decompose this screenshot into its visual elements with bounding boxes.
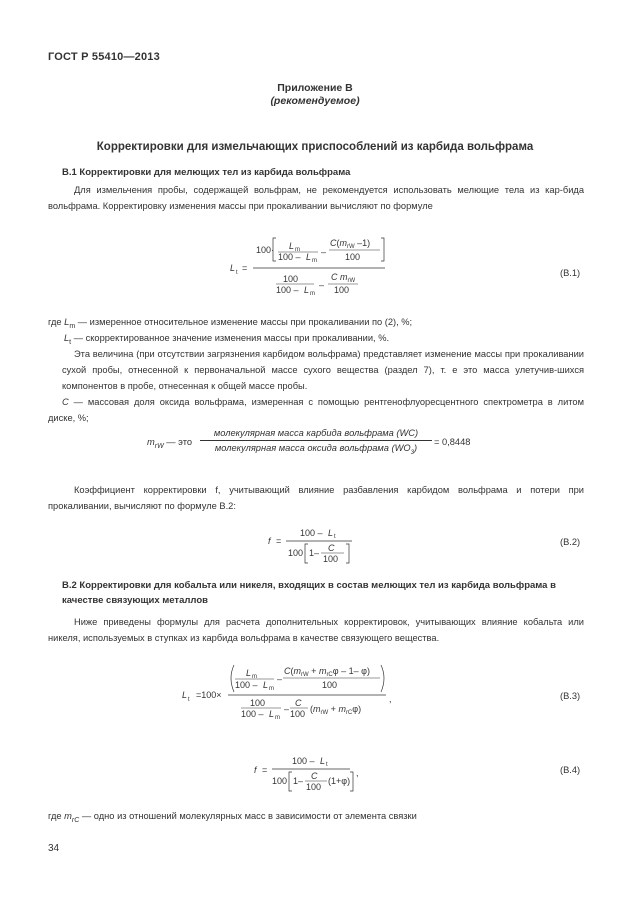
svg-text:(mrW + mrCφ): $(m_{rW} + m_{rC}\varphi)$ bbox=[310, 704, 362, 716]
section-b2-heading: В.2 Корректировки для кобальта или никеля, входящих в состав мелющих тел из карбида вольфрама в качестве связующих металлов bbox=[62, 580, 556, 606]
mrw-fraction bbox=[200, 428, 432, 456]
svg-text:C: C bbox=[311, 771, 318, 781]
svg-text:=: = bbox=[262, 765, 268, 775]
svg-text:100: 100 bbox=[288, 548, 304, 558]
definition-mrc: где $m_{rC}$ — одно из отношений молекулярных масс в зависимости от элемента связки bbox=[48, 811, 417, 824]
svg-text:100 –: 100 – bbox=[235, 680, 258, 690]
definition-lm: где $L_m$ — измеренное относительное изменение массы при прокаливании по (2), %; bbox=[48, 317, 413, 330]
svg-text:m: m bbox=[312, 258, 317, 264]
svg-text:100: 100 bbox=[250, 698, 266, 708]
svg-text:m: m bbox=[295, 247, 300, 253]
annex-title: Приложение В bbox=[277, 82, 353, 94]
svg-text:,: , bbox=[389, 694, 392, 704]
svg-text:100: 100 bbox=[283, 274, 299, 284]
svg-text:t: t bbox=[326, 762, 328, 768]
svg-text:m: m bbox=[269, 686, 274, 692]
svg-text:L: L bbox=[289, 241, 295, 251]
svg-text:100 –: 100 – bbox=[300, 528, 323, 538]
equation-number-b4: (В.4) bbox=[560, 765, 581, 775]
page-number: 34 bbox=[48, 843, 60, 854]
svg-text:=: = bbox=[242, 263, 248, 273]
definition-lt: $L_t$ — скорректированное значение изменения массы при прокаливании, %. bbox=[64, 333, 390, 346]
svg-text:100: 100 bbox=[322, 680, 338, 690]
svg-text:100: 100 bbox=[345, 252, 361, 262]
svg-text:f: f bbox=[254, 765, 257, 775]
mrw-denominator-close: ) bbox=[413, 443, 418, 453]
svg-text:100: 100 bbox=[306, 782, 322, 792]
svg-text:100: 100 bbox=[323, 554, 339, 564]
annex-main-title: Корректировки для измельчающих приспособлений из карбида вольфрама bbox=[96, 141, 534, 153]
formula-b1 bbox=[220, 228, 400, 300]
svg-text:t: t bbox=[334, 534, 336, 540]
svg-text:100·: 100· bbox=[256, 245, 275, 255]
section-b2-paragraph: Ниже приведены формулы для расчета дополнительных корректировок, учитывающих влияние кобальта или никеля, используемых в ступках из карбида вольфрама в качестве связующего вещества. bbox=[48, 617, 584, 643]
svg-text:m: m bbox=[310, 291, 315, 297]
mrw-value: = 0,8448 bbox=[434, 437, 471, 447]
svg-text:,: , bbox=[356, 768, 359, 778]
mrw-definition: $m_{rW}$ — это bbox=[147, 437, 193, 450]
svg-text:100 –: 100 – bbox=[241, 709, 264, 719]
formula-b4 bbox=[248, 752, 368, 794]
svg-text:L: L bbox=[304, 285, 310, 295]
svg-text:L: L bbox=[269, 709, 275, 719]
mrw-denominator-wrap: молекулярная масса оксида вольфрама $(WO_3)$ bbox=[214, 443, 418, 456]
equation-number-b2: (В.2) bbox=[560, 537, 581, 547]
svg-text:m: m bbox=[252, 674, 257, 680]
svg-text:1–: 1– bbox=[309, 548, 320, 558]
svg-text:L: L bbox=[328, 528, 334, 538]
definition-c: C — массовая доля оксида вольфрама, измеренная с помощью рентгенофлуоресцентного спектрометра в литом диске, %; bbox=[48, 397, 584, 423]
svg-text:t: t bbox=[188, 697, 190, 703]
svg-text:1–: 1– bbox=[293, 776, 304, 786]
svg-text:=100×: =100× bbox=[196, 690, 222, 700]
svg-text:100: 100 bbox=[334, 285, 350, 295]
svg-text:L: L bbox=[230, 263, 236, 273]
svg-text:100: 100 bbox=[272, 776, 288, 786]
svg-text:C: C bbox=[328, 543, 335, 553]
standard-code: ГОСТ Р 55410—2013 bbox=[48, 51, 160, 63]
svg-text:L: L bbox=[306, 252, 312, 262]
mrw-denominator: молекулярная масса оксида вольфрама (WO bbox=[214, 443, 411, 453]
equation-number-b1: (В.1) bbox=[560, 268, 581, 278]
equation-number-b3: (В.3) bbox=[560, 691, 581, 701]
svg-text:100 –: 100 – bbox=[278, 252, 301, 262]
svg-text:t: t bbox=[236, 270, 238, 276]
svg-text:L: L bbox=[320, 756, 326, 766]
svg-text:C mrW: C $m_{rW}$ bbox=[331, 272, 356, 284]
svg-text:L: L bbox=[182, 690, 188, 700]
svg-text:C(mrW –1): $C(m_{rW}$ –1) bbox=[330, 238, 371, 250]
svg-text:m: m bbox=[275, 715, 280, 721]
svg-text:–: – bbox=[284, 704, 290, 714]
svg-text:=: = bbox=[276, 536, 282, 546]
svg-text:L: L bbox=[263, 680, 269, 690]
svg-text:100: 100 bbox=[290, 709, 306, 719]
formula-b2 bbox=[262, 524, 362, 566]
value-explanation: Эта величина (при отсутствии загрязнения карбидом вольфрама) представляет изменение массы при прокаливании сухой пробы, отнесенной к первоначальной массе сухого вещества (раздел 7), т. е это масса улетучив-шихся компонентов в пробе, отнесенная к общей массе пробы. bbox=[62, 349, 584, 391]
svg-text:L: L bbox=[246, 668, 252, 678]
formula-b3 bbox=[178, 660, 408, 722]
svg-text:C(mrW + mrCφ – 1– φ): $C(m_{rW} + m_{rC}\varphi - 1-$ φ) bbox=[284, 666, 370, 678]
svg-text:–: – bbox=[277, 674, 283, 684]
annex-subtitle: (рекомендуемое) bbox=[270, 95, 360, 107]
svg-text:f: f bbox=[268, 536, 271, 546]
svg-text:100 –: 100 – bbox=[292, 756, 315, 766]
svg-text:–: – bbox=[319, 280, 325, 290]
svg-text:C: C bbox=[295, 698, 302, 708]
svg-text:(1+φ): (1+φ) bbox=[328, 776, 351, 786]
svg-text:–: – bbox=[321, 247, 327, 257]
svg-text:100 –: 100 – bbox=[276, 285, 299, 295]
mrw-numerator: молекулярная масса карбида вольфрама (WC) bbox=[200, 428, 432, 441]
section-b1-heading: В.1 Корректировки для мелющих тел из карбида вольфрама bbox=[62, 167, 351, 178]
section-b1-paragraph: Для измельчения пробы, содержащей вольфрам, не рекомендуется использовать мелющие тела из кар-бида вольфрама. Корректировку изменения массы при прокаливании вычисляют по формуле bbox=[48, 185, 584, 211]
coefficient-paragraph: Коэффициент корректировки f, учитывающий влияние разбавления карбидом вольфрама и потери при прокаливании, вычисляют по формуле В.2: bbox=[48, 485, 584, 511]
